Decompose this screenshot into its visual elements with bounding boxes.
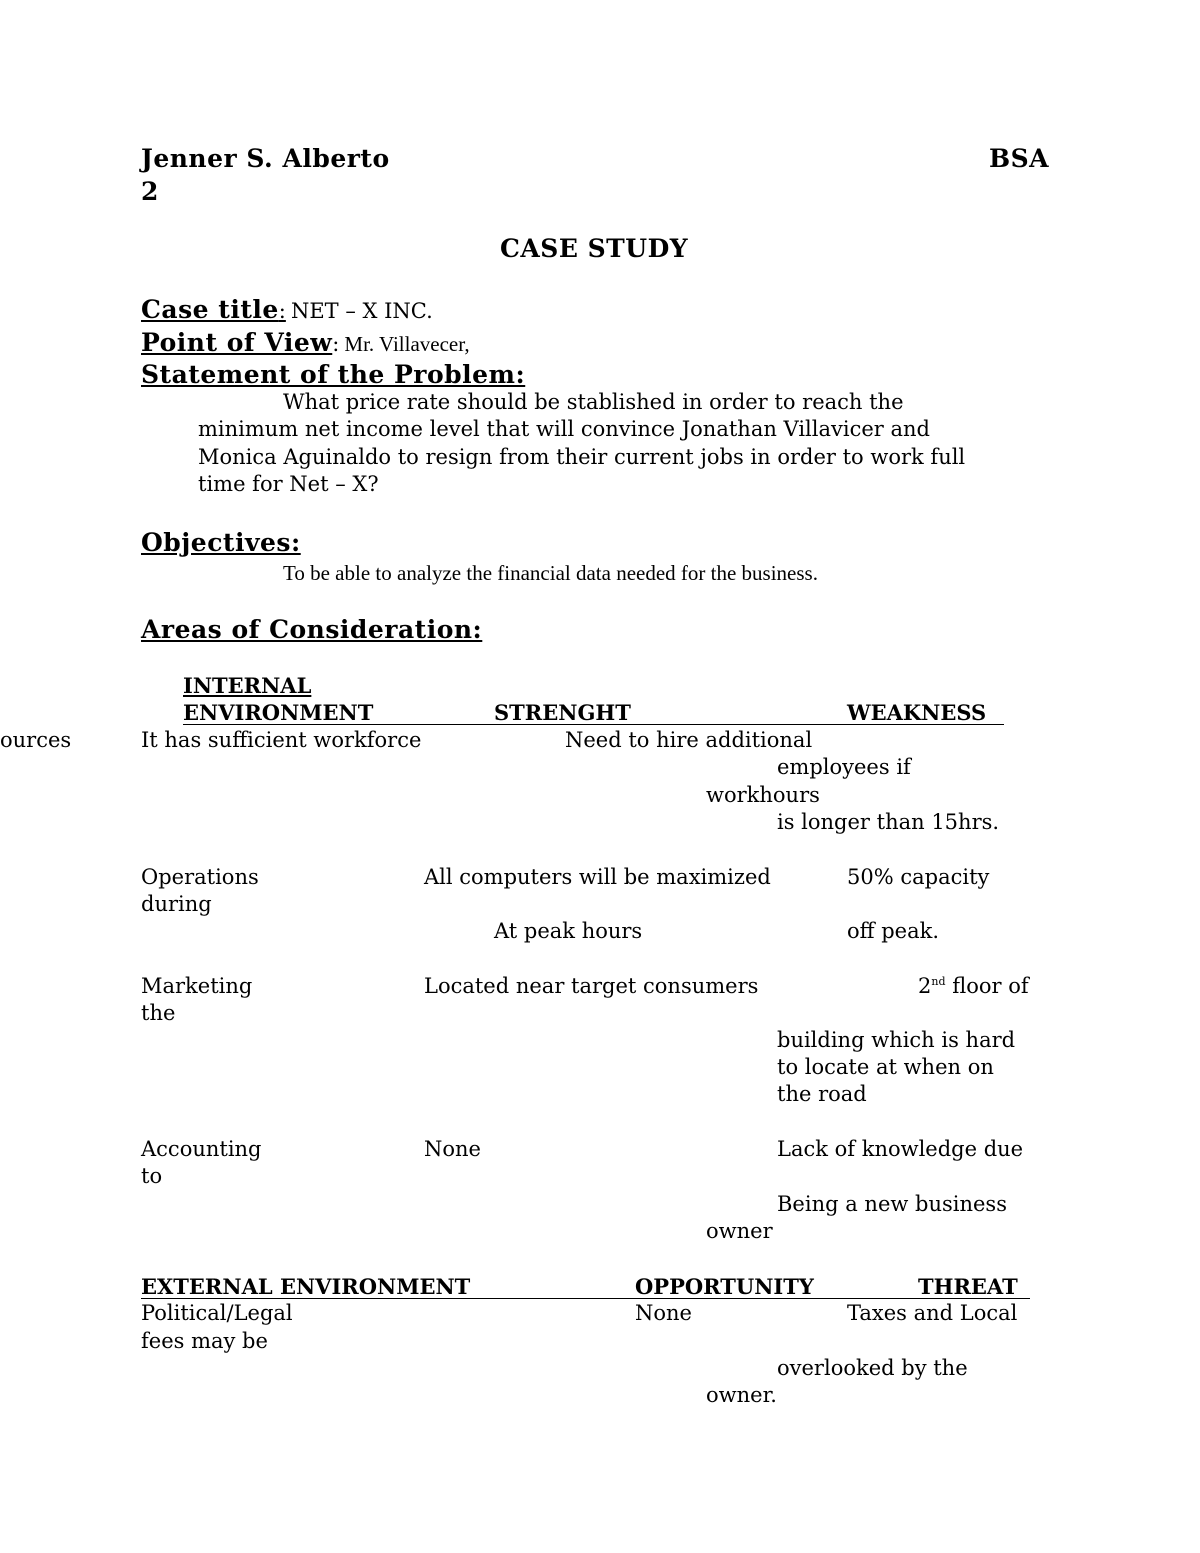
pol-threat-line: Taxes and Local (847, 1301, 1018, 1325)
external-header: EXTERNAL ENVIRONMENT (141, 1274, 471, 1299)
point-of-view-row (141, 330, 470, 355)
case-title-row (141, 297, 433, 322)
acct-weakness-line: Being a new business (777, 1192, 1007, 1216)
mkt-weakness-first (918, 976, 1029, 997)
hr-strength: It has sufficient workforce (141, 728, 422, 752)
mkt-label: Marketing (141, 974, 253, 998)
hr-weakness-line: employees if (777, 755, 911, 779)
hr-weakness-line: workhours (706, 783, 820, 807)
ops-weakness: 50% capacity (847, 865, 990, 889)
pol-label-continued: fees may be (141, 1329, 268, 1353)
problem-line: minimum net income level that will convince Jonathan Villavicer and (198, 417, 930, 441)
internal-header-line2: ENVIRONMENT (183, 700, 374, 725)
objectives-heading: Objectives: (141, 528, 301, 557)
acct-label-continued: to (141, 1164, 163, 1188)
year-label: 2 (141, 177, 159, 206)
mkt-label-continued: the (141, 1001, 176, 1025)
acct-weakness-line: owner (706, 1219, 773, 1243)
point-of-view-label: Point of View (141, 328, 333, 357)
mkt-weakness-line: building which is hard (777, 1028, 1016, 1052)
internal-header-underline (183, 724, 1004, 725)
ops-label-continued: during (141, 892, 212, 916)
ops-label: Operations (141, 865, 259, 889)
problem-line: Monica Aguinaldo to resign from their current jobs in order to work full (198, 445, 966, 469)
external-header-underline (141, 1298, 1030, 1299)
mkt-weakness-line: the road (777, 1082, 867, 1106)
objectives-text: To be able to analyze the financial data needed for the business. (283, 561, 818, 585)
pol-threat-line: overlooked by the (777, 1356, 968, 1380)
point-of-view-colon: : (332, 332, 340, 356)
course-label: BSA (989, 144, 1050, 173)
acct-weakness-line: Lack of knowledge due (777, 1137, 1024, 1161)
point-of-view-value: Mr. Villavecer, (344, 332, 470, 356)
ops-strength-continued: At peak hours (494, 919, 643, 943)
hr-weakness-line: is longer than 15hrs. (777, 810, 1000, 834)
pol-label: Political/Legal (141, 1301, 293, 1325)
hr-weakness-line: Need to hire additional (565, 728, 813, 752)
author-name: Jenner S. Alberto (141, 144, 390, 173)
mkt-weakness-ordinal: nd (931, 975, 946, 988)
pol-threat-line: owner. (706, 1383, 777, 1407)
ops-strength: All computers will be maximized (424, 865, 771, 889)
areas-heading: Areas of Consideration: (141, 615, 483, 644)
mkt-weakness-text: floor of (945, 974, 1029, 998)
acct-strength: None (424, 1137, 481, 1161)
case-title-colon: : (278, 299, 286, 323)
document-title: CASE STUDY (500, 234, 689, 263)
problem-line: What price rate should be stablished in order to reach the (283, 390, 904, 414)
problem-line: time for Net – X? (198, 472, 379, 496)
hr-label-fragment: ources (0, 728, 72, 752)
strength-header: STRENGHT (494, 700, 631, 725)
weakness-header: WEAKNESS (847, 700, 987, 725)
opportunity-header: OPPORTUNITY (635, 1274, 814, 1299)
mkt-weakness-number: 2 (918, 974, 932, 998)
case-title-label: Case title (141, 295, 279, 324)
pol-opportunity: None (635, 1301, 692, 1325)
acct-label: Accounting (141, 1137, 262, 1161)
threat-header: THREAT (918, 1274, 1018, 1299)
case-title-value: NET – X INC. (290, 299, 433, 323)
ops-weakness-continued: off peak. (847, 919, 940, 943)
problem-heading: Statement of the Problem: (141, 360, 526, 389)
internal-header-line1: INTERNAL (183, 673, 312, 698)
mkt-weakness-line: to locate at when on (777, 1055, 994, 1079)
mkt-strength: Located near target consumers (424, 974, 759, 998)
